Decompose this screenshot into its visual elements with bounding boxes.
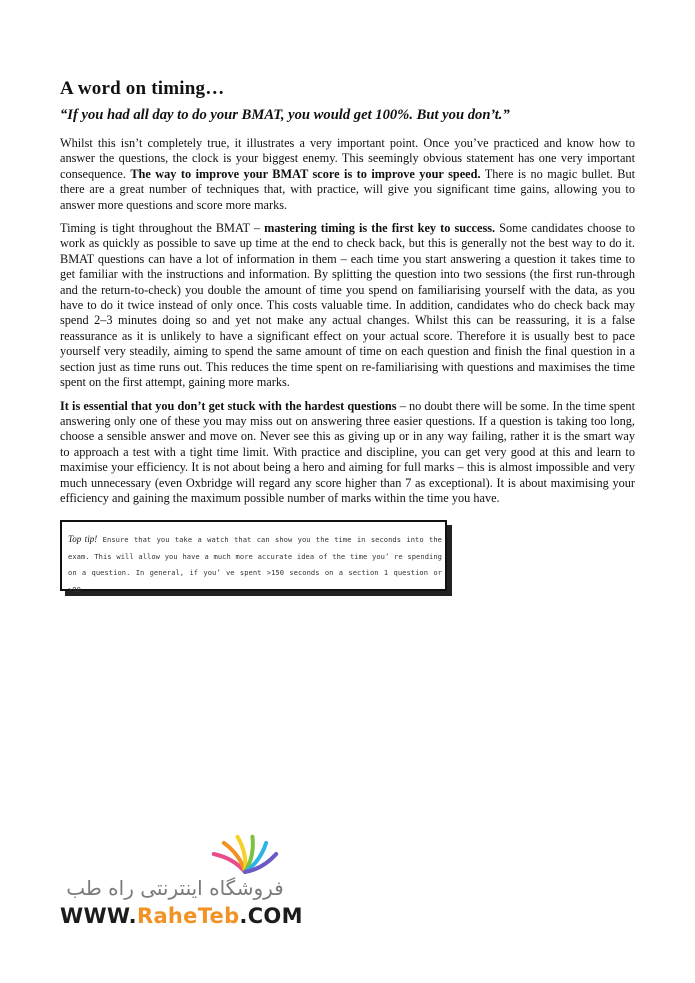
paragraph-2-text-c: Some candidates choose to work as quickly as possible to save up time at the end to check back, but this is generally not the best way to do it. BMAT questions can have a lot of information in them – each time you start answering a question it takes time to get familiar with the instructions and information. By splitting the question into two sessions (the first run-through and the return-to-check) you double the amount of time you spend on familiarising yourself with the data, as you have to do it twice instead of only once. This costs valuable time. In addition, candidates who do check back may spend 2–3 minutes doing so and yet not make any actual changes. Whilst this can be reassuring, it is a false reassurance as it is unlikely to have a significant effect on your actual score. Therefore it is usually best to pace yourself very steadily, aiming to spend the same amount of time on each question and finish the final question in a section just as time runs out. This reduces the time spent on re-familiarising with questions and maximises the time spent on the first attempt, gaining more marks. bbox=[60, 221, 636, 390]
raheteb-logo bbox=[55, 830, 303, 940]
top-tip-body: Ensure that you take a watch that can show you the time in seconds into the exam. This will allow you have a much more accurate idea of the time you’ re spending on a question. In general, if you’ ve spent >150 seconds on a section 1 question or >90 bbox=[68, 535, 442, 594]
logo-persian-text: فروشگاه اینترنتی راه طب bbox=[66, 876, 284, 900]
paragraph-1-text-c: There is no magic bullet. But there are a great number of techniques that, with practice, will give you significant time gains, allowing you to answer more questions and score more marks. bbox=[60, 166, 636, 212]
paragraph-2 bbox=[60, 221, 635, 390]
paragraph-2-text-a: Timing is tight throughout the BMAT – bbox=[60, 221, 265, 236]
logo-url-prefix: WWW. bbox=[60, 904, 137, 928]
paragraph-3-text-b: – no doubt there will be some. In the time spent answering only one of these you may miss out on answering three easier questions. If a question is taking too long, choose a sensible answer and move on. Never see this as giving up or in any way failing, rather it is the smart way to approach a test with a tight time limit. With practice and discipline, you can get very good at this and learn to maximise your efficiency. It is not about being a hero and aiming for full marks – this is almost impossible and very much unnecessary (even Oxbridge will regard any score higher than 7 as exceptional). It is about maximising your efficiency and gaining the maximum possible number of marks within the time you have. bbox=[60, 398, 635, 505]
top-tip-box bbox=[60, 520, 447, 594]
page-content bbox=[60, 78, 635, 514]
book-fan-icon bbox=[205, 830, 285, 874]
paragraph-2-emphasis: mastering timing is the first key to success. bbox=[264, 221, 496, 236]
logo-url-accent: RaheTeb bbox=[136, 904, 240, 928]
paragraph-1-emphasis: The way to improve your BMAT score is to improve your speed. bbox=[130, 166, 481, 181]
paragraph-3-emphasis: It is essential that you don’t get stuck with the hardest questions bbox=[60, 398, 397, 413]
top-tip-label: Top tip! bbox=[68, 534, 98, 544]
paragraph-1-text-a: Whilst this isn’t completely true, it illustrates a very important point. Once you’ve practiced and know how to answer the questions, the clock is your biggest enemy. This seemingly obvious statement has one very important consequence. bbox=[60, 136, 635, 181]
section-quote: “If you had all day to do your BMAT, you would get 100%. But you don’t.” bbox=[60, 107, 510, 123]
paragraph-1 bbox=[60, 136, 635, 213]
logo-url-suffix: .COM bbox=[239, 904, 303, 928]
top-tip-text bbox=[68, 531, 442, 598]
logo-url bbox=[60, 904, 303, 928]
paragraph-3 bbox=[60, 399, 635, 507]
section-heading: A word on timing… bbox=[60, 78, 225, 99]
